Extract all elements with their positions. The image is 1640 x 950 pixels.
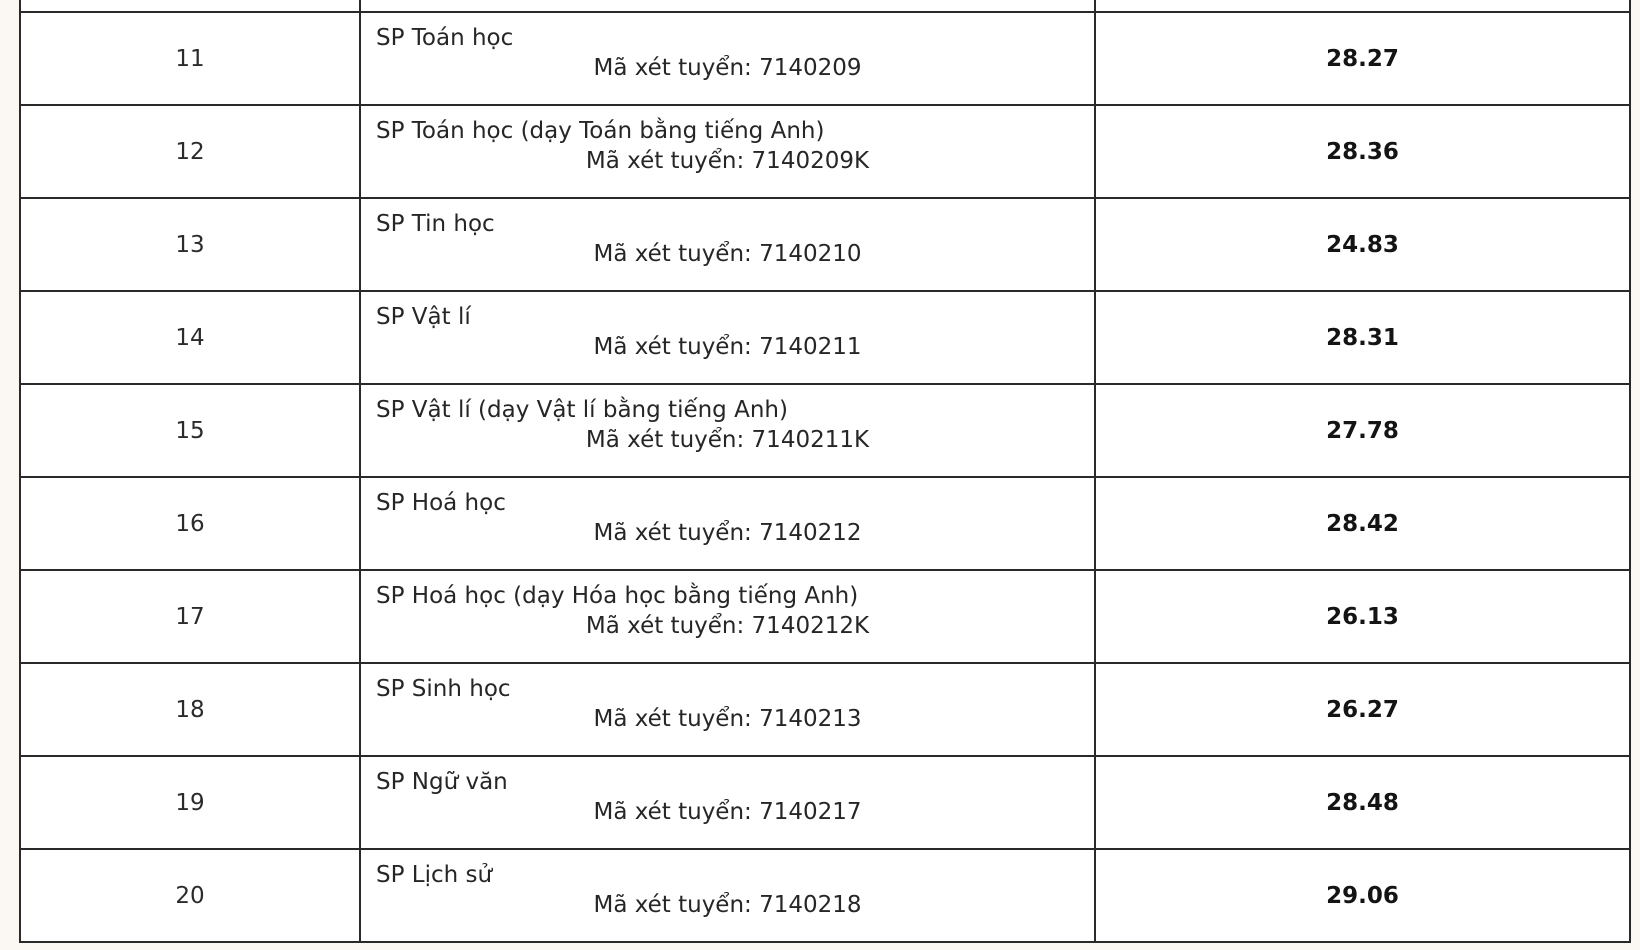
partial-cell [360, 0, 1095, 12]
row-number: 12 [20, 105, 360, 198]
major-cell [360, 663, 1095, 756]
table-row [20, 12, 1630, 105]
row-number: 15 [20, 384, 360, 477]
major-code: Mã xét tuyển: 7140212 [593, 520, 862, 546]
major-cell [360, 756, 1095, 849]
major-cell [360, 12, 1095, 105]
major-cell [360, 105, 1095, 198]
major-name: SP Vật lí [376, 304, 471, 330]
table-row [20, 105, 1630, 198]
major-name: SP Lịch sử [376, 862, 493, 888]
major-name: SP Ngữ văn [376, 769, 508, 795]
major-name: SP Vật lí (dạy Vật lí bằng tiếng Anh) [376, 397, 788, 423]
major-name: SP Toán học (dạy Toán bằng tiếng Anh) [376, 118, 825, 144]
table-row [20, 477, 1630, 570]
major-cell [360, 291, 1095, 384]
row-number: 16 [20, 477, 360, 570]
benchmark-score: 24.83 [1095, 198, 1630, 291]
table-row [20, 570, 1630, 663]
major-name: SP Toán học [376, 25, 514, 51]
benchmark-score: 28.27 [1095, 12, 1630, 105]
table-row [20, 849, 1630, 942]
admission-scores-table-container [19, 0, 1629, 943]
table-row [20, 198, 1630, 291]
row-number: 19 [20, 756, 360, 849]
partial-cell [20, 0, 360, 12]
benchmark-score: 29.06 [1095, 849, 1630, 942]
row-number: 18 [20, 663, 360, 756]
benchmark-score: 28.48 [1095, 756, 1630, 849]
major-cell [360, 570, 1095, 663]
benchmark-score: 26.27 [1095, 663, 1630, 756]
table-row-previous-partial [20, 0, 1630, 12]
major-name: SP Hoá học [376, 490, 506, 516]
table-row [20, 291, 1630, 384]
row-number: 14 [20, 291, 360, 384]
table-row [20, 756, 1630, 849]
major-code: Mã xét tuyển: 7140211K [585, 427, 870, 453]
major-cell [360, 477, 1095, 570]
major-code: Mã xét tuyển: 7140211 [593, 334, 862, 360]
major-name: SP Sinh học [376, 676, 511, 702]
major-cell [360, 849, 1095, 942]
table-row [20, 663, 1630, 756]
partial-cell [1095, 0, 1630, 12]
benchmark-score: 27.78 [1095, 384, 1630, 477]
major-cell [360, 384, 1095, 477]
major-code: Mã xét tuyển: 7140217 [593, 799, 862, 825]
admission-scores-table [19, 0, 1631, 943]
benchmark-score: 28.31 [1095, 291, 1630, 384]
major-code: Mã xét tuyển: 7140209 [593, 55, 862, 81]
row-number: 13 [20, 198, 360, 291]
benchmark-score: 28.36 [1095, 105, 1630, 198]
benchmark-score: 28.42 [1095, 477, 1630, 570]
row-number: 20 [20, 849, 360, 942]
major-code: Mã xét tuyển: 7140213 [593, 706, 862, 732]
major-cell [360, 198, 1095, 291]
major-code: Mã xét tuyển: 7140209K [585, 148, 870, 174]
table-row [20, 384, 1630, 477]
major-name: SP Tin học [376, 211, 495, 237]
major-code: Mã xét tuyển: 7140212K [585, 613, 870, 639]
major-code: Mã xét tuyển: 7140218 [593, 892, 862, 918]
major-code: Mã xét tuyển: 7140210 [593, 241, 862, 267]
row-number: 11 [20, 12, 360, 105]
row-number: 17 [20, 570, 360, 663]
benchmark-score: 26.13 [1095, 570, 1630, 663]
major-name: SP Hoá học (dạy Hóa học bằng tiếng Anh) [376, 583, 859, 609]
